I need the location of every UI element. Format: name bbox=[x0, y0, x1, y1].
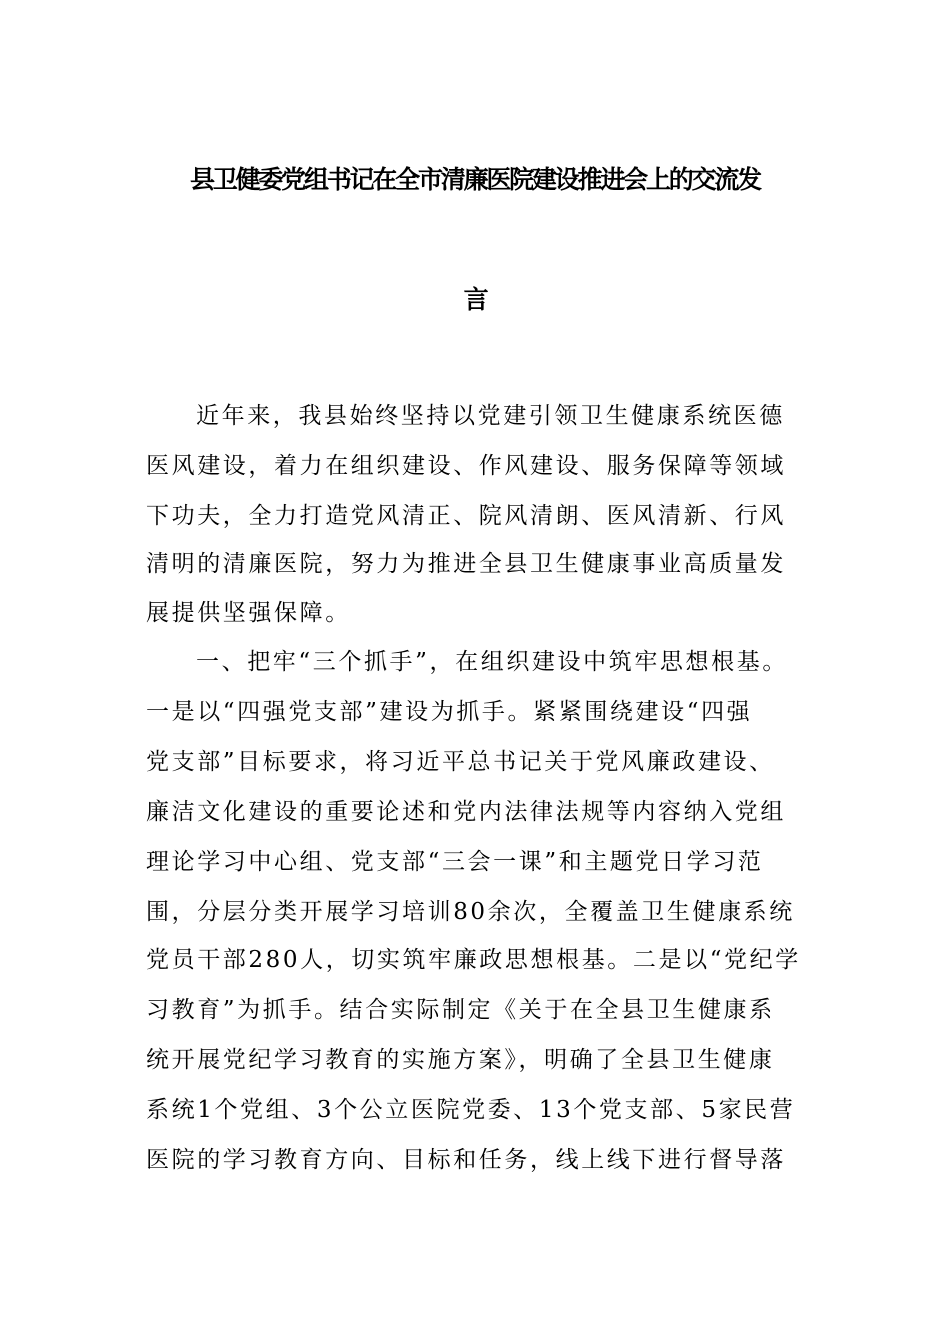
paragraph-line: 围，分层分类开展学习培训80余次，全覆盖卫生健康系统 bbox=[146, 899, 795, 925]
paragraph-line: 医院的学习教育方向、目标和任务，线上线下进行督导落 bbox=[146, 1147, 786, 1173]
document-title-line-2: 言 bbox=[463, 285, 487, 314]
paragraph-line: 一是以“四强党支部”建设为抓手。紧紧围绕建设“四强 bbox=[146, 699, 753, 725]
paragraph-line: 廉洁文化建设的重要论述和党内法律法规等内容纳入党组 bbox=[146, 799, 786, 825]
paragraph-line: 近年来，我县始终坚持以党建引领卫生健康系统医德 bbox=[196, 403, 785, 429]
paragraph-line: 清明的清廉医院，努力为推进全县卫生健康事业高质量发 bbox=[146, 551, 786, 577]
section-heading-line: 一、把牢“三个抓手”，在组织建设中筑牢思想根基。 bbox=[196, 649, 788, 675]
paragraph-line: 下功夫，全力打造党风清正、院风清朗、医风清新、行风 bbox=[146, 503, 786, 529]
paragraph-line: 习教育”为抓手。结合实际制定《关于在全县卫生健康系 bbox=[146, 997, 775, 1023]
paragraph-line: 展提供坚强保障。 bbox=[146, 600, 351, 626]
document-title-line-1: 县卫健委党组书记在全市清廉医院建设推进会上的交流发 bbox=[189, 165, 760, 194]
paragraph-line: 理论学习中心组、党支部“三会一课”和主题党日学习范 bbox=[146, 849, 764, 875]
paragraph-line: 统开展党纪学习教育的实施方案》，明确了全县卫生健康 bbox=[146, 1047, 775, 1073]
paragraph-line: 党员干部280人，切实筑牢廉政思想根基。二是以“党纪学 bbox=[146, 947, 801, 973]
paragraph-line: 系统1个党组、3个公立医院党委、13个党支部、5家民营 bbox=[146, 1097, 796, 1123]
paragraph-line: 党支部”目标要求，将习近平总书记关于党风廉政建设、 bbox=[146, 749, 775, 775]
paragraph-line: 医风建设，着力在组织建设、作风建设、服务保障等领域 bbox=[146, 453, 786, 479]
